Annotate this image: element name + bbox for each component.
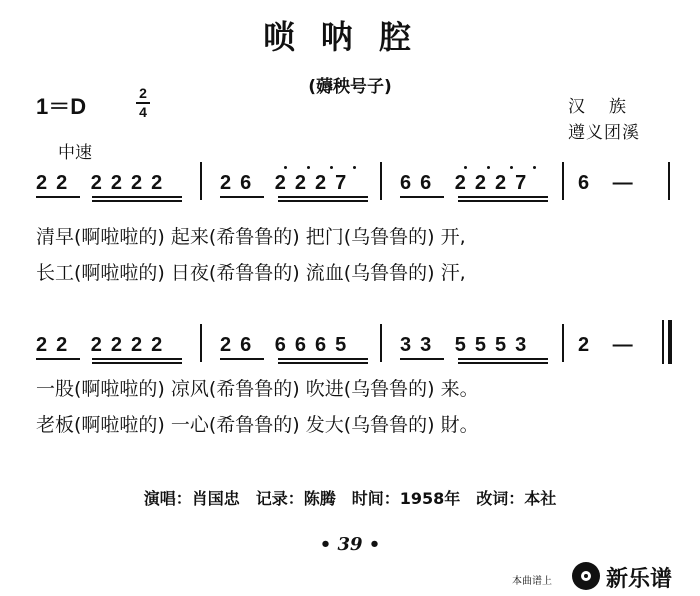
source-note: 本曲谱上 (512, 576, 552, 587)
measure-8: 2 — (578, 334, 642, 356)
measure-2: 26 2227 (220, 172, 356, 194)
measure-5: 22 2222 (36, 334, 172, 356)
page-number: • 39 • (319, 534, 381, 555)
lyric-line-4: 老板(啊啦啦的) 一心(希鲁鲁的) 发大(乌鲁鲁的) 財。 (36, 414, 479, 436)
credits-line: 演唱：肖国忠 记录：陈腾 时间：1958年 改词：本社 (143, 489, 557, 508)
location-label: 遵义团溪 (568, 123, 640, 143)
measure-1: 22 2222 (36, 172, 172, 194)
lyric-line-3: 一股(啊啦啦的) 凉风(希鲁鲁的) 吹进(乌鲁鲁的) 来。 (36, 378, 479, 400)
song-title: 唢呐腔 (262, 18, 437, 56)
time-signature-top: 2 (139, 85, 147, 101)
measure-4: 6 — (578, 172, 642, 194)
lyric-line-1: 清早(啊啦啦的) 起来(希鲁鲁的) 把门(乌鲁鲁的) 开, (36, 226, 466, 248)
brand-logo-text: 新乐谱 (606, 567, 673, 592)
song-subtitle: (薅秧号子) (308, 77, 392, 97)
measure-7: 33 5553 (400, 334, 536, 356)
time-signature (136, 86, 150, 120)
key-signature: 1＝D (36, 94, 87, 119)
vinyl-record-icon (572, 562, 600, 590)
measure-6: 26 6665 (220, 334, 356, 356)
ethnicity-label: 汉族 (568, 97, 650, 117)
time-signature-bottom: 4 (139, 104, 147, 120)
lyric-line-2: 长工(啊啦啦的) 日夜(希鲁鲁的) 流血(乌鲁鲁的) 汗, (36, 262, 466, 284)
measure-3: 66 2227 (400, 172, 536, 194)
tempo-marking: 中速 (58, 143, 92, 163)
